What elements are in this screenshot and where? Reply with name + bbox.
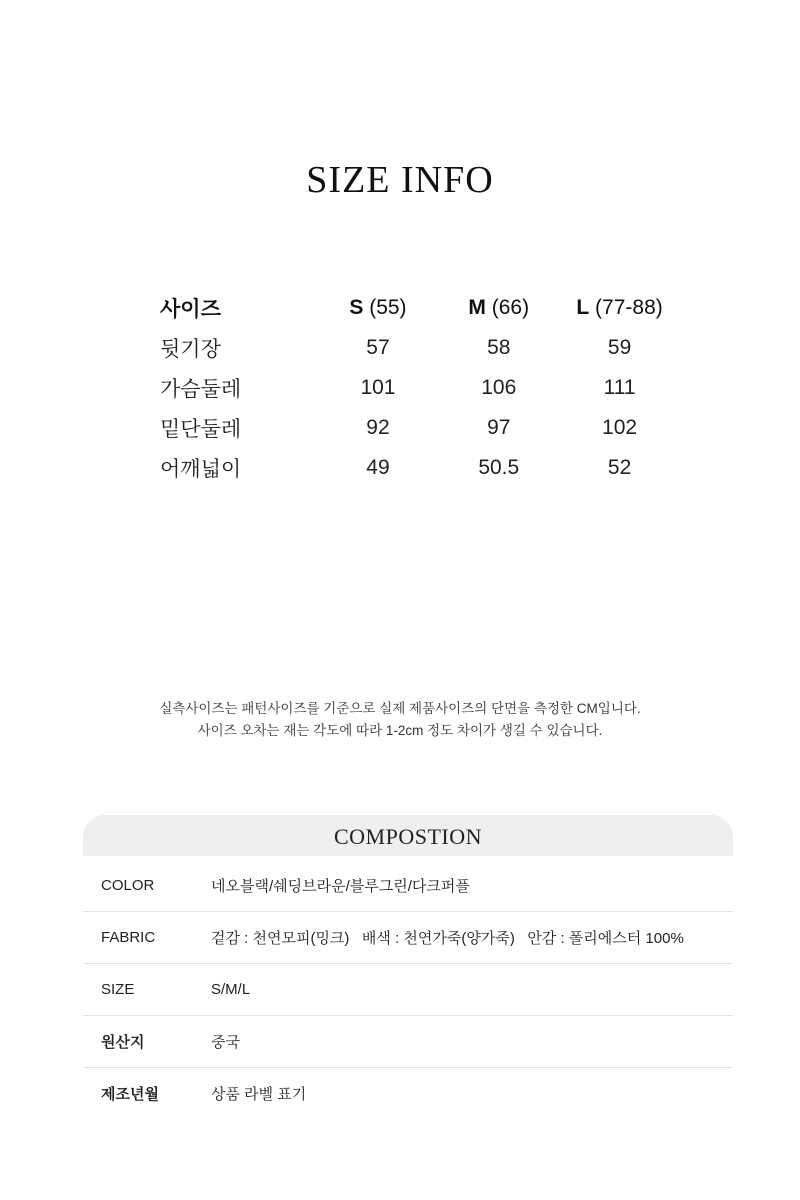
size-row-m: 106: [481, 376, 517, 399]
size-row-m: 58: [487, 336, 511, 359]
size-table-row: [160, 408, 680, 448]
size-row-s: 57: [366, 336, 390, 359]
composition-value: S/M/L: [211, 981, 251, 998]
composition-value: 중국: [211, 1034, 240, 1051]
size-header-m: [438, 288, 559, 328]
size-row-label: 밑단둘레: [160, 418, 242, 441]
composition-key: COLOR: [101, 877, 155, 894]
composition-value: 상품 라벨 표기: [211, 1086, 307, 1103]
size-header-l-letter: L: [576, 296, 590, 319]
size-header-l: [559, 288, 680, 328]
size-header-s-num: (55): [363, 296, 407, 319]
size-header-m-letter: M: [468, 296, 486, 319]
composition-table: [83, 860, 733, 1119]
size-row-label: 뒷기장: [160, 338, 221, 361]
composition-key: SIZE: [101, 981, 135, 998]
composition-row-color: [83, 860, 733, 912]
composition-key: 제조년월: [101, 1086, 159, 1103]
size-table-row: [160, 448, 680, 488]
size-row-l: 111: [603, 376, 636, 399]
composition-key: 원산지: [101, 1034, 145, 1051]
composition-value: 겉감 : 천연모피(밍크) 배색 : 천연가죽(양가죽) 안감 : 폴리에스터 100%: [211, 930, 684, 947]
size-table-row: [160, 368, 680, 408]
composition-row-manufacture-date: [83, 1068, 733, 1119]
size-header-label: 사이즈: [160, 298, 221, 321]
size-row-s: 49: [366, 456, 390, 479]
composition-key: FABRIC: [101, 929, 156, 946]
composition-title: COMPOSTION: [83, 815, 733, 856]
size-row-label: 가슴둘레: [160, 378, 242, 401]
size-row-l: 102: [602, 416, 638, 439]
size-row-s: 92: [366, 416, 390, 439]
size-table-row: [160, 328, 680, 368]
composition-value: 네오블랙/쉐딩브라운/블루그린/다크퍼플: [211, 878, 470, 895]
size-row-l: 59: [607, 336, 632, 359]
composition-row-origin: [83, 1016, 733, 1068]
size-row-l: 52: [607, 456, 632, 479]
size-header-s: [318, 288, 439, 328]
size-table-header: [160, 288, 680, 328]
size-header-s-letter: S: [349, 296, 364, 319]
size-row-label: 어깨넓이: [160, 458, 242, 481]
size-row-s: 101: [360, 376, 396, 399]
size-table: [160, 288, 680, 488]
page-title: SIZE INFO: [306, 159, 494, 201]
composition-row-fabric: [83, 912, 733, 964]
size-header-l-num: (77-88): [589, 296, 663, 319]
size-row-m: 50.5: [478, 456, 520, 479]
size-row-m: 97: [487, 416, 511, 439]
note-line-2: 사이즈 오차는 재는 각도에 따라 1-2cm 정도 차이가 생길 수 있습니다.: [197, 723, 603, 738]
composition-row-size: [83, 964, 733, 1016]
measurement-notes: [0, 698, 800, 742]
note-line-1: 실측사이즈는 패턴사이즈를 기준으로 실제 제품사이즈의 단면을 측정한 CM입니다.: [159, 701, 641, 716]
size-header-m-num: (66): [485, 296, 530, 319]
